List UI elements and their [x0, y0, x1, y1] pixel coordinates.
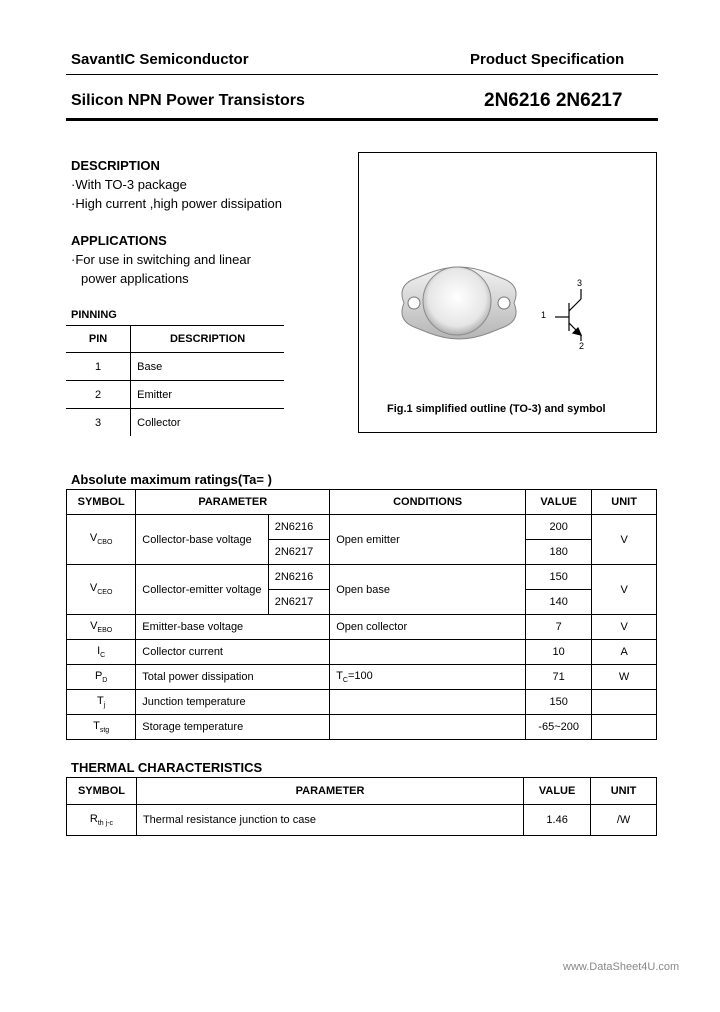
parameter-cell: Thermal resistance junction to case [136, 805, 523, 836]
parameter-cell: Total power dissipation [136, 665, 330, 690]
thermal-heading: THERMAL CHARACTERISTICS [71, 760, 263, 775]
to3-package-and-symbol [359, 153, 656, 432]
value-cell: 180 [526, 540, 592, 565]
symbol-column-header: SYMBOL [67, 778, 137, 805]
description-column-header: DESCRIPTION [131, 326, 284, 353]
pinning-table [66, 325, 284, 436]
figure-caption: Fig.1 simplified outline (TO-3) and symbol [387, 403, 606, 415]
description-heading: DESCRIPTION [71, 158, 160, 173]
value-column-header: VALUE [526, 490, 592, 515]
description-item: ·With TO-3 package [71, 177, 187, 192]
symbol-cell: $I_C$ [67, 640, 136, 665]
unit-cell: V [592, 565, 657, 615]
thermal-table [66, 777, 657, 836]
parameter-column-header: PARAMETER [136, 490, 330, 515]
figure-box [358, 152, 657, 433]
parameter-column-header: PARAMETER [136, 778, 523, 805]
pin-number: 3 [66, 409, 131, 437]
part-cell: 2N6217 [268, 590, 329, 615]
parameter-cell: Collector current [136, 640, 330, 665]
value-cell: 7 [526, 615, 592, 640]
symbol-cell: $T_j$ [67, 690, 136, 715]
unit-column-header: UNIT [592, 490, 657, 515]
conditions-cell [330, 640, 526, 665]
symbol-cell: $V_{CEO}$ [67, 565, 136, 615]
description-item: ·High current ,high power dissipation [71, 196, 282, 211]
table-row [67, 490, 657, 515]
header-rule-top [66, 74, 658, 75]
pin-number: 2 [66, 381, 131, 409]
value-cell: 150 [526, 690, 592, 715]
unit-cell: V [592, 615, 657, 640]
applications-heading: APPLICATIONS [71, 233, 167, 248]
parameter-cell: Storage temperature [136, 715, 330, 740]
conditions-cell: $T_C=100$ [330, 665, 526, 690]
value-cell: 71 [526, 665, 592, 690]
unit-cell: /W [591, 805, 657, 836]
symbol-column-header: SYMBOL [67, 490, 136, 515]
table-row [66, 326, 284, 353]
table-row [67, 715, 657, 740]
abs-max-heading: Absolute maximum ratings(Ta= ) [71, 472, 272, 487]
pin-description: Collector [137, 416, 181, 429]
value-cell: 200 [526, 515, 592, 540]
applications-line: ·For use in switching and linear [71, 252, 251, 267]
applications-line: power applications [81, 271, 189, 286]
value-cell: -65~200 [526, 715, 592, 740]
symbol-cell: $V_{EBO}$ [67, 615, 136, 640]
unit-cell: W [592, 665, 657, 690]
product-title: Silicon NPN Power Transistors [71, 92, 305, 109]
header-rule-bottom [66, 118, 658, 121]
part-cell: 2N6217 [268, 540, 329, 565]
conditions-cell [330, 715, 526, 740]
pin3-label: 3 [577, 278, 583, 288]
parameter-cell: Junction temperature [136, 690, 330, 715]
pin-column-header: PIN [66, 326, 131, 353]
to3-package-image [402, 267, 516, 339]
unit-cell [592, 715, 657, 740]
conditions-cell: Open collector [330, 615, 526, 640]
table-row [67, 805, 657, 836]
pin-description: Base [131, 353, 284, 381]
conditions-cell: Open base [330, 565, 526, 615]
document-type: Product Specification [470, 51, 625, 68]
table-row [67, 515, 657, 540]
table-row [67, 565, 657, 590]
value-cell: 140 [526, 590, 592, 615]
value-cell: 1.46 [524, 805, 591, 836]
conditions-cell: Open emitter [330, 515, 526, 565]
value-cell: 150 [526, 565, 592, 590]
symbol-cell: $T_{stg}$ [67, 715, 136, 740]
unit-cell: V [592, 515, 657, 565]
company-name: SavantIC Semiconductor [71, 51, 249, 68]
symbol-cell: $P_D$ [67, 665, 136, 690]
pin-description: Emitter [131, 381, 284, 409]
table-row [67, 778, 657, 805]
pin-number: 1 [66, 353, 131, 381]
value-cell: 10 [526, 640, 592, 665]
unit-column-header: UNIT [591, 778, 657, 805]
part-numbers: 2N6216 2N6217 [484, 90, 623, 111]
value-column-header: VALUE [524, 778, 591, 805]
unit-cell [592, 690, 657, 715]
table-row [67, 665, 657, 690]
pin2-label: 2 [579, 341, 585, 351]
part-cell: 2N6216 [268, 565, 329, 590]
pin1-label: 1 [541, 310, 547, 320]
abs-max-table [66, 489, 657, 740]
unit-cell: A [592, 640, 657, 665]
pinning-heading: PINNING [71, 309, 117, 321]
table-row [66, 409, 284, 437]
watermark: www.DataSheet4U.com [563, 961, 680, 973]
conditions-column-header: CONDITIONS [330, 490, 526, 515]
table-row [66, 353, 284, 381]
parameter-cell: Emitter-base voltage [136, 615, 330, 640]
table-row [67, 615, 657, 640]
table-row [66, 381, 284, 409]
symbol-cell: $V_{CBO}$ [67, 515, 136, 565]
parameter-cell: Collector-base voltage [136, 515, 268, 565]
part-cell: 2N6216 [268, 515, 329, 540]
table-row [67, 640, 657, 665]
npn-transistor-symbol [555, 289, 581, 341]
symbol-cell: $R_{th j-c}$ [67, 805, 137, 836]
table-row [67, 690, 657, 715]
parameter-cell: Collector-emitter voltage [136, 565, 268, 615]
conditions-cell [330, 690, 526, 715]
